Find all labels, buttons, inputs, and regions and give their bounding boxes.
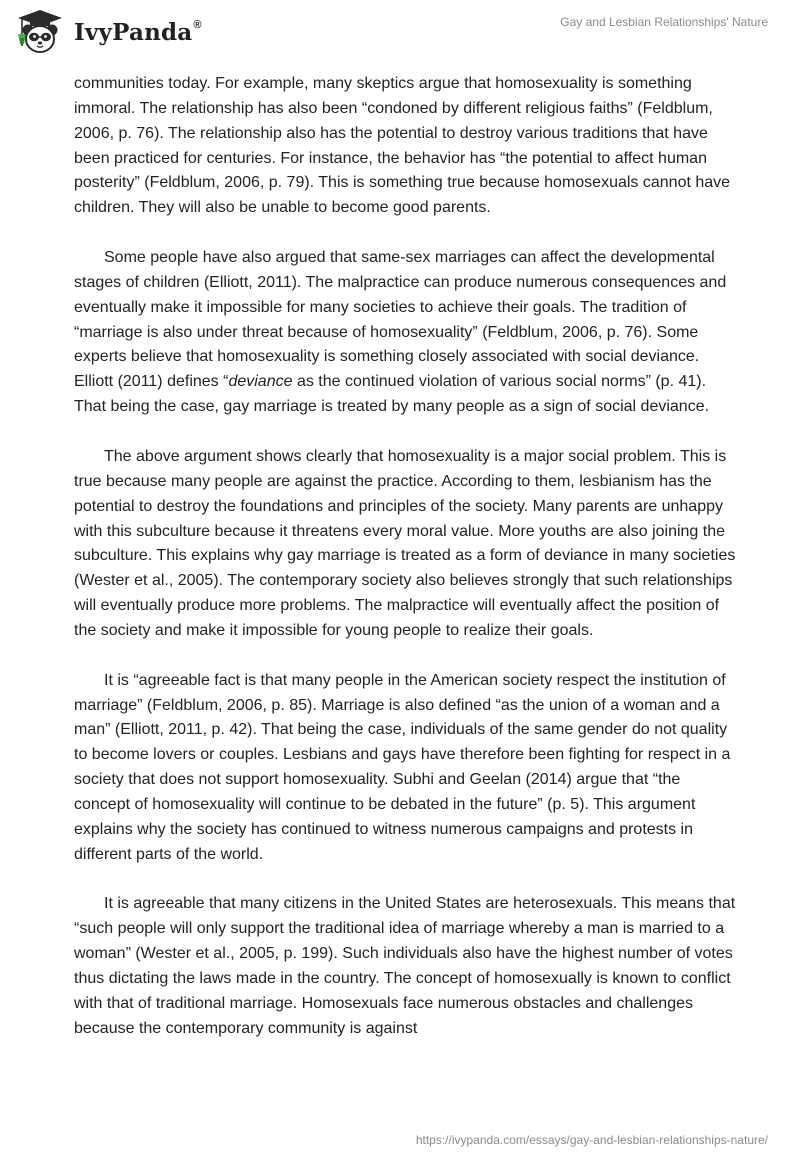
essay-paragraph-4: It is “agreeable fact is that many people in the American society respect the institution of marriage” (Feldblum, 2006, p. 85). Marriage is also defined “as the union of a woman and a man” (Elliott, 2011, p. 42). That being the case, individuals of the same gender do not quality to become lovers or couples. Lesbians and gays have therefore been fighting for respect in a society that does not support homosexuality. Subhi and Geelan (2014) argue that “the concept of homosexuality will continue to be debated in the future” (p. 5). This argument explains why the society has continued to witness numerous campaigns and protests in different parts of the world. — [74, 671, 731, 863]
brand-name: IvyPanda® — [74, 18, 202, 46]
document-title: Gay and Lesbian Relationships' Nature — [560, 15, 768, 29]
essay-body — [74, 72, 736, 1067]
page-header — [0, 0, 800, 64]
source-url-link[interactable]: https://ivypanda.com/essays/gay-and-lesbian-relationships-nature/ — [415, 1133, 768, 1147]
registered-mark: ® — [193, 18, 202, 31]
essay-paragraph-2: Some people have also argued that same-sex marriages can affect the developmental stages of children (Elliott, 2011). The malpractice can produce numerous consequences and eventually make it impossible for many societies to achieve their goals. The tradition of “marriage is also under threat because of homosexuality” (Feldblum, 2006, p. 76). Some experts believe that homosexuality is something closely associated with social deviance. Elliott (2011) defines “deviance as the continued violation of various social norms” (p. 41). That being the case, gay marriage is treated by many people as a sign of social deviance. — [74, 249, 727, 416]
ivypanda-logo[interactable] — [14, 8, 202, 56]
essay-paragraph-3: The above argument shows clearly that homosexuality is a major social problem. This is true because many people are against the practice. According to them, lesbianism has the potential to destroy the foundations and principles of the society. Many parents are unhappy with this subculture because it threatens every moral value. More youths are also joining the subculture. This explains why gay marriage is treated as a form of deviance in many societies (Wester et al., 2005). The contemporary society also believes strongly that such relationships will eventually produce more problems. The malpractice will eventually affect the position of the society and make it impossible for young people to realize their goals. — [74, 447, 736, 639]
essay-paragraph-1: communities today. For example, many skeptics argue that homosexuality is something immoral. The relationship has also been “condoned by different religious faiths” (Feldblum, 2006, p. 76). The relationship also has the potential to destroy various traditions that have been practiced for centuries. For instance, the behavior has “the potential to affect human posterity” (Feldblum, 2006, p. 79). This is something true because homosexuals cannot have children. They will also be unable to become good parents. — [74, 75, 731, 217]
italic-term: deviance — [228, 373, 293, 391]
essay-paragraph-5: It is agreeable that many citizens in the United States are heterosexuals. This means that “such people will only support the traditional idea of marriage whereby a man is married to a woman” (Wester et al., 2005, p. 199). Such individuals also have the highest number of votes thus dictating the laws made in the country. The concept of homosexually is known to conflict with that of traditional marriage. Homosexuals face numerous obstacles and challenges because the contemporary community is against — [74, 895, 736, 1037]
panda-graduate-icon — [14, 8, 66, 56]
